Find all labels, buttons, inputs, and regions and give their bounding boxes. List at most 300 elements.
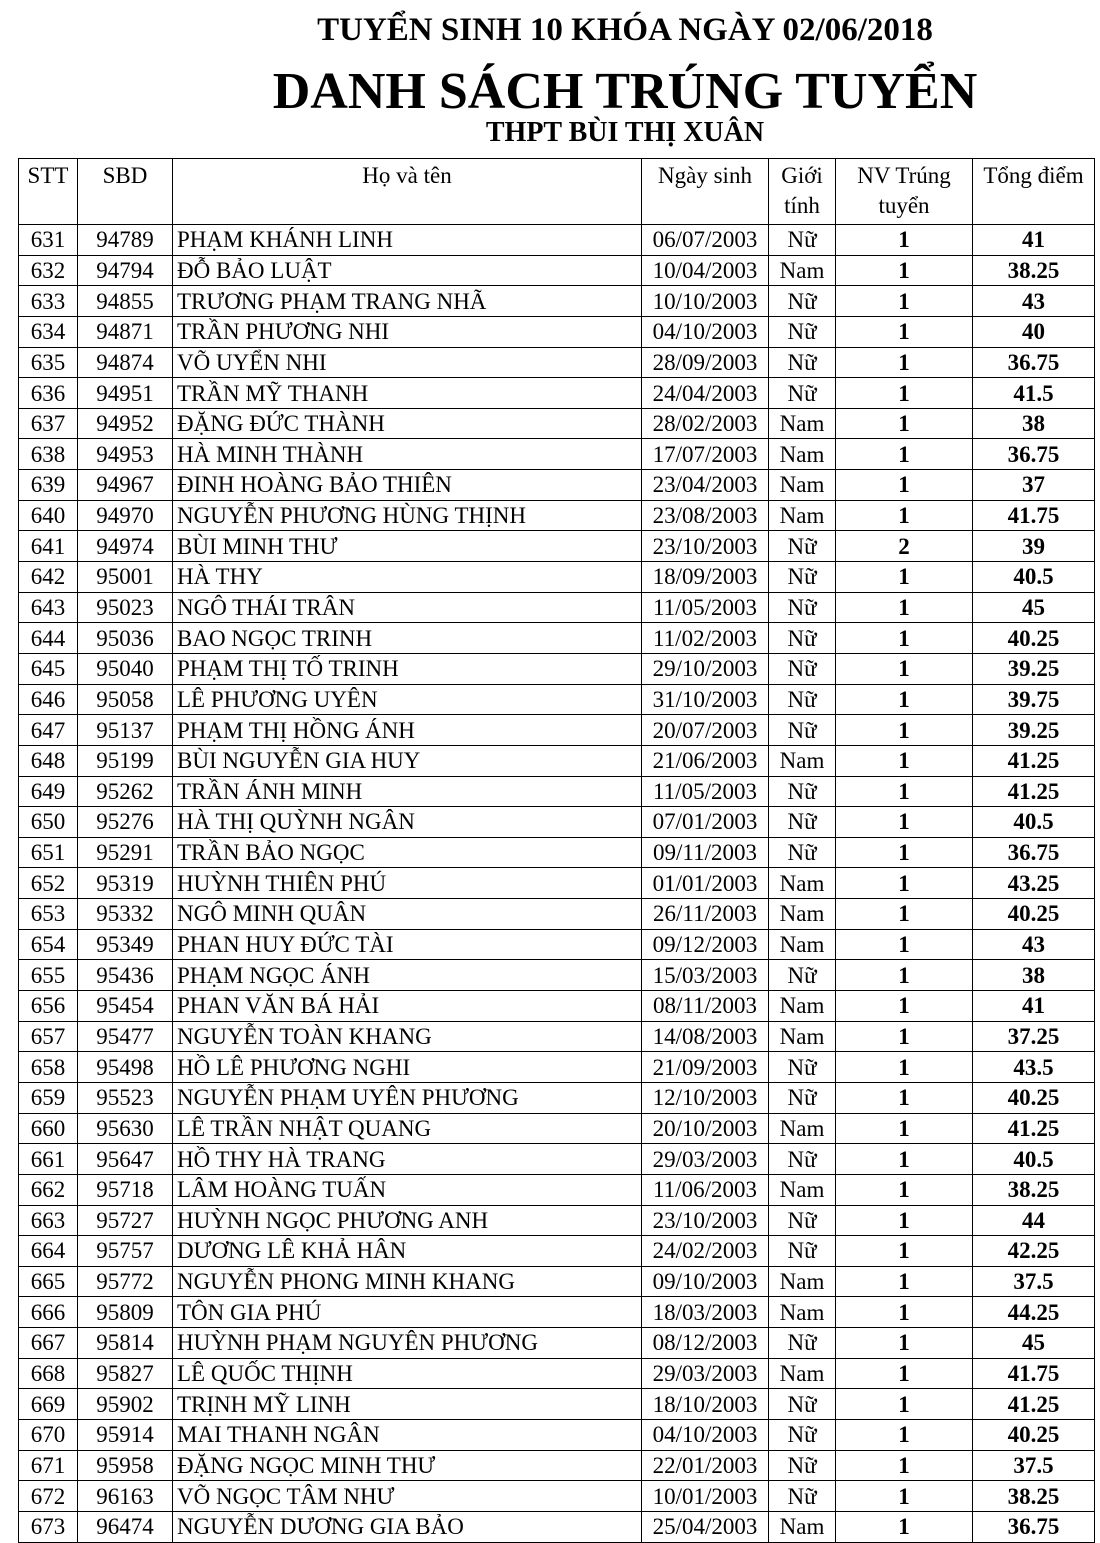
cell-dob: 24/02/2003 — [642, 1236, 769, 1267]
cell-score: 38 — [973, 408, 1095, 439]
cell-choice: 1 — [836, 991, 973, 1022]
cell-gender: Nữ — [769, 347, 836, 378]
column-header-score: Tổng điểm — [973, 159, 1095, 225]
cell-dob: 04/10/2003 — [642, 1419, 769, 1450]
cell-dob: 11/05/2003 — [642, 592, 769, 623]
cell-gender: Nữ — [769, 1144, 836, 1175]
table-row — [19, 899, 1095, 930]
cell-choice: 1 — [836, 960, 973, 991]
cell-choice: 1 — [836, 1511, 973, 1542]
cell-gender: Nữ — [769, 1419, 836, 1450]
cell-dob: 04/10/2003 — [642, 316, 769, 347]
table-row — [19, 1358, 1095, 1389]
cell-choice: 1 — [836, 378, 973, 409]
cell-choice: 1 — [836, 1236, 973, 1267]
cell-sbd: 95058 — [78, 684, 173, 715]
cell-name: HỒ THY HÀ TRANG — [173, 1144, 642, 1175]
cell-choice: 1 — [836, 653, 973, 684]
cell-sbd: 95023 — [78, 592, 173, 623]
cell-score: 40.25 — [973, 899, 1095, 930]
cell-sbd: 95137 — [78, 715, 173, 746]
cell-stt: 649 — [19, 776, 78, 807]
cell-stt: 672 — [19, 1481, 78, 1512]
cell-name: LÊ TRẦN NHẬT QUANG — [173, 1113, 642, 1144]
table-row — [19, 316, 1095, 347]
cell-sbd: 95772 — [78, 1266, 173, 1297]
cell-dob: 11/02/2003 — [642, 623, 769, 654]
cell-stt: 660 — [19, 1113, 78, 1144]
table-row — [19, 1389, 1095, 1420]
cell-score: 37.25 — [973, 1021, 1095, 1052]
cell-dob: 26/11/2003 — [642, 899, 769, 930]
school-name: THPT BÙI THỊ XUÂN — [485, 117, 765, 148]
cell-name: HUỲNH THIÊN PHÚ — [173, 868, 642, 899]
cell-gender: Nữ — [769, 316, 836, 347]
cell-dob: 29/03/2003 — [642, 1358, 769, 1389]
cell-choice: 1 — [836, 715, 973, 746]
cell-score: 38.25 — [973, 1481, 1095, 1512]
table-row — [19, 347, 1095, 378]
cell-stt: 635 — [19, 347, 78, 378]
cell-dob: 17/07/2003 — [642, 439, 769, 470]
cell-sbd: 94794 — [78, 255, 173, 286]
cell-gender: Nam — [769, 1297, 836, 1328]
cell-sbd: 94874 — [78, 347, 173, 378]
table-row — [19, 623, 1095, 654]
list-title: DANH SÁCH TRÚNG TUYỂN — [272, 63, 978, 120]
cell-sbd: 95319 — [78, 868, 173, 899]
cell-name: LÂM HOÀNG TUẤN — [173, 1174, 642, 1205]
cell-name: NGÔ THÁI TRÂN — [173, 592, 642, 623]
cell-sbd: 94967 — [78, 470, 173, 501]
cell-stt: 658 — [19, 1052, 78, 1083]
table-row — [19, 225, 1095, 256]
cell-choice: 1 — [836, 500, 973, 531]
cell-choice: 1 — [836, 1144, 973, 1175]
cell-sbd: 95718 — [78, 1174, 173, 1205]
cell-gender: Nam — [769, 500, 836, 531]
cell-gender: Nam — [769, 899, 836, 930]
table-row — [19, 745, 1095, 776]
cell-name: NGUYỄN PHẠM UYÊN PHƯƠNG — [173, 1082, 642, 1113]
cell-gender: Nữ — [769, 1052, 836, 1083]
cell-score: 36.75 — [973, 837, 1095, 868]
column-header-stt: STT — [19, 159, 78, 225]
cell-name: VÕ UYỂN NHI — [173, 347, 642, 378]
cell-stt: 657 — [19, 1021, 78, 1052]
admission-table — [18, 158, 1095, 1543]
cell-score: 41.25 — [973, 1113, 1095, 1144]
table-row — [19, 1113, 1095, 1144]
cell-gender: Nam — [769, 408, 836, 439]
table-row — [19, 592, 1095, 623]
cell-stt: 669 — [19, 1389, 78, 1420]
cell-gender: Nữ — [769, 837, 836, 868]
cell-sbd: 95036 — [78, 623, 173, 654]
cell-choice: 1 — [836, 899, 973, 930]
cell-dob: 28/09/2003 — [642, 347, 769, 378]
cell-sbd: 95958 — [78, 1450, 173, 1481]
cell-stt: 661 — [19, 1144, 78, 1175]
cell-stt: 643 — [19, 592, 78, 623]
cell-choice: 1 — [836, 562, 973, 593]
cell-dob: 18/09/2003 — [642, 562, 769, 593]
cell-sbd: 95291 — [78, 837, 173, 868]
cell-stt: 671 — [19, 1450, 78, 1481]
cell-name: NGUYỄN PHONG MINH KHANG — [173, 1266, 642, 1297]
cell-stt: 665 — [19, 1266, 78, 1297]
cell-name: HÀ THY — [173, 562, 642, 593]
cell-sbd: 95647 — [78, 1144, 173, 1175]
cell-score: 39 — [973, 531, 1095, 562]
cell-dob: 12/10/2003 — [642, 1082, 769, 1113]
table-row — [19, 1266, 1095, 1297]
cell-score: 43 — [973, 929, 1095, 960]
cell-score: 43.25 — [973, 868, 1095, 899]
cell-name: HUỲNH PHẠM NGUYÊN PHƯƠNG — [173, 1328, 642, 1359]
cell-sbd: 95902 — [78, 1389, 173, 1420]
cell-gender: Nữ — [769, 1205, 836, 1236]
cell-choice: 1 — [836, 347, 973, 378]
table-row — [19, 960, 1095, 991]
cell-name: TRỊNH MỸ LINH — [173, 1389, 642, 1420]
cell-name: MAI THANH NGÂN — [173, 1419, 642, 1450]
cell-choice: 1 — [836, 929, 973, 960]
cell-name: PHẠM THỊ HỒNG ÁNH — [173, 715, 642, 746]
cell-score: 43.5 — [973, 1052, 1095, 1083]
cell-score: 41 — [973, 225, 1095, 256]
cell-choice: 1 — [836, 408, 973, 439]
cell-dob: 18/10/2003 — [642, 1389, 769, 1420]
table-row — [19, 1021, 1095, 1052]
cell-sbd: 94855 — [78, 286, 173, 317]
cell-score: 41.75 — [973, 1358, 1095, 1389]
table-row — [19, 1297, 1095, 1328]
cell-stt: 651 — [19, 837, 78, 868]
cell-choice: 1 — [836, 1082, 973, 1113]
table-row — [19, 868, 1095, 899]
cell-name: BAO NGỌC TRINH — [173, 623, 642, 654]
cell-choice: 1 — [836, 1052, 973, 1083]
cell-stt: 638 — [19, 439, 78, 470]
cell-score: 39.75 — [973, 684, 1095, 715]
cell-score: 44.25 — [973, 1297, 1095, 1328]
cell-choice: 1 — [836, 1174, 973, 1205]
cell-dob: 08/11/2003 — [642, 991, 769, 1022]
cell-sbd: 95332 — [78, 899, 173, 930]
cell-gender: Nam — [769, 1113, 836, 1144]
cell-sbd: 95630 — [78, 1113, 173, 1144]
cell-dob: 28/02/2003 — [642, 408, 769, 439]
cell-score: 40.25 — [973, 1419, 1095, 1450]
cell-dob: 29/10/2003 — [642, 653, 769, 684]
cell-name: NGÔ MINH QUÂN — [173, 899, 642, 930]
cell-sbd: 95436 — [78, 960, 173, 991]
table-row — [19, 470, 1095, 501]
cell-name: PHẠM NGỌC ÁNH — [173, 960, 642, 991]
cell-gender: Nữ — [769, 623, 836, 654]
cell-name: TÔN GIA PHÚ — [173, 1297, 642, 1328]
cell-stt: 645 — [19, 653, 78, 684]
cell-sbd: 94951 — [78, 378, 173, 409]
cell-dob: 29/03/2003 — [642, 1144, 769, 1175]
cell-choice: 1 — [836, 684, 973, 715]
cell-sbd: 95757 — [78, 1236, 173, 1267]
cell-choice: 1 — [836, 255, 973, 286]
cell-gender: Nữ — [769, 1082, 836, 1113]
cell-choice: 1 — [836, 1419, 973, 1450]
cell-name: BÙI MINH THƯ — [173, 531, 642, 562]
cell-choice: 1 — [836, 1328, 973, 1359]
cell-gender: Nữ — [769, 776, 836, 807]
cell-choice: 1 — [836, 1297, 973, 1328]
cell-name: PHAN HUY ĐỨC TÀI — [173, 929, 642, 960]
cell-score: 41.75 — [973, 500, 1095, 531]
cell-stt: 648 — [19, 745, 78, 776]
column-header-choice: NV Trúng tuyển — [836, 159, 973, 225]
cell-dob: 08/12/2003 — [642, 1328, 769, 1359]
cell-choice: 1 — [836, 439, 973, 470]
cell-dob: 25/04/2003 — [642, 1511, 769, 1542]
cell-stt: 632 — [19, 255, 78, 286]
cell-dob: 06/07/2003 — [642, 225, 769, 256]
table-row — [19, 1052, 1095, 1083]
cell-name: HÀ THỊ QUỲNH NGÂN — [173, 807, 642, 838]
cell-choice: 1 — [836, 225, 973, 256]
cell-dob: 10/10/2003 — [642, 286, 769, 317]
cell-stt: 655 — [19, 960, 78, 991]
cell-gender: Nữ — [769, 1236, 836, 1267]
cell-sbd: 95809 — [78, 1297, 173, 1328]
cell-gender: Nam — [769, 868, 836, 899]
cell-score: 40 — [973, 316, 1095, 347]
cell-gender: Nữ — [769, 960, 836, 991]
cell-score: 45 — [973, 1328, 1095, 1359]
cell-score: 41.5 — [973, 378, 1095, 409]
cell-sbd: 96474 — [78, 1511, 173, 1542]
cell-gender: Nữ — [769, 286, 836, 317]
cell-gender: Nam — [769, 470, 836, 501]
cell-dob: 09/11/2003 — [642, 837, 769, 868]
cell-score: 44 — [973, 1205, 1095, 1236]
cell-dob: 11/06/2003 — [642, 1174, 769, 1205]
table-row — [19, 408, 1095, 439]
cell-gender: Nam — [769, 1358, 836, 1389]
cell-gender: Nam — [769, 991, 836, 1022]
cell-dob: 20/07/2003 — [642, 715, 769, 746]
cell-dob: 11/05/2003 — [642, 776, 769, 807]
cell-gender: Nam — [769, 929, 836, 960]
cell-dob: 23/04/2003 — [642, 470, 769, 501]
cell-gender: Nam — [769, 1266, 836, 1297]
cell-sbd: 95040 — [78, 653, 173, 684]
cell-dob: 10/04/2003 — [642, 255, 769, 286]
cell-stt: 631 — [19, 225, 78, 256]
table-row — [19, 531, 1095, 562]
cell-stt: 656 — [19, 991, 78, 1022]
table-row — [19, 1328, 1095, 1359]
cell-score: 42.25 — [973, 1236, 1095, 1267]
cell-gender: Nữ — [769, 1481, 836, 1512]
cell-stt: 667 — [19, 1328, 78, 1359]
exam-title: TUYỂN SINH 10 KHÓA NGÀY 02/06/2018 — [317, 12, 933, 48]
cell-dob: 09/12/2003 — [642, 929, 769, 960]
cell-name: TRẦN BẢO NGỌC — [173, 837, 642, 868]
cell-sbd: 95454 — [78, 991, 173, 1022]
cell-gender: Nữ — [769, 531, 836, 562]
cell-score: 37.5 — [973, 1450, 1095, 1481]
table-row — [19, 929, 1095, 960]
cell-dob: 14/08/2003 — [642, 1021, 769, 1052]
cell-choice: 1 — [836, 1021, 973, 1052]
cell-stt: 670 — [19, 1419, 78, 1450]
cell-score: 38.25 — [973, 1174, 1095, 1205]
cell-sbd: 94974 — [78, 531, 173, 562]
cell-sbd: 94789 — [78, 225, 173, 256]
table-row — [19, 255, 1095, 286]
cell-stt: 647 — [19, 715, 78, 746]
cell-stt: 668 — [19, 1358, 78, 1389]
cell-name: NGUYỄN PHƯƠNG HÙNG THỊNH — [173, 500, 642, 531]
cell-name: PHẠM THỊ TỐ TRINH — [173, 653, 642, 684]
cell-sbd: 95262 — [78, 776, 173, 807]
cell-dob: 23/10/2003 — [642, 531, 769, 562]
cell-dob: 23/08/2003 — [642, 500, 769, 531]
cell-score: 37 — [973, 470, 1095, 501]
table-row — [19, 991, 1095, 1022]
cell-sbd: 95814 — [78, 1328, 173, 1359]
cell-score: 39.25 — [973, 715, 1095, 746]
cell-sbd: 94970 — [78, 500, 173, 531]
column-header-name: Họ và tên — [173, 159, 642, 225]
cell-sbd: 95914 — [78, 1419, 173, 1450]
cell-choice: 1 — [836, 776, 973, 807]
cell-score: 36.75 — [973, 439, 1095, 470]
cell-name: ĐẶNG NGỌC MINH THƯ — [173, 1450, 642, 1481]
cell-sbd: 95276 — [78, 807, 173, 838]
cell-gender: Nam — [769, 745, 836, 776]
table-row — [19, 500, 1095, 531]
cell-stt: 654 — [19, 929, 78, 960]
cell-stt: 639 — [19, 470, 78, 501]
cell-sbd: 96163 — [78, 1481, 173, 1512]
table-row — [19, 776, 1095, 807]
cell-stt: 642 — [19, 562, 78, 593]
cell-gender: Nữ — [769, 1389, 836, 1420]
cell-stt: 646 — [19, 684, 78, 715]
cell-sbd: 95827 — [78, 1358, 173, 1389]
cell-name: NGUYỄN DƯƠNG GIA BẢO — [173, 1511, 642, 1542]
cell-choice: 1 — [836, 1266, 973, 1297]
cell-choice: 1 — [836, 592, 973, 623]
cell-gender: Nam — [769, 439, 836, 470]
cell-sbd: 95199 — [78, 745, 173, 776]
cell-name: TRƯƠNG PHẠM TRANG NHÃ — [173, 286, 642, 317]
table-row — [19, 684, 1095, 715]
cell-gender: Nữ — [769, 684, 836, 715]
table-row — [19, 562, 1095, 593]
cell-score: 40.25 — [973, 623, 1095, 654]
cell-gender: Nữ — [769, 562, 836, 593]
table-row — [19, 1419, 1095, 1450]
cell-stt: 650 — [19, 807, 78, 838]
cell-dob: 23/10/2003 — [642, 1205, 769, 1236]
cell-dob: 21/09/2003 — [642, 1052, 769, 1083]
cell-stt: 644 — [19, 623, 78, 654]
cell-stt: 653 — [19, 899, 78, 930]
cell-score: 40.5 — [973, 1144, 1095, 1175]
cell-name: PHAN VĂN BÁ HẢI — [173, 991, 642, 1022]
column-header-dob: Ngày sinh — [642, 159, 769, 225]
table-row — [19, 1511, 1095, 1542]
cell-choice: 1 — [836, 316, 973, 347]
cell-dob: 24/04/2003 — [642, 378, 769, 409]
cell-choice: 1 — [836, 837, 973, 868]
cell-name: DƯƠNG LÊ KHẢ HÂN — [173, 1236, 642, 1267]
cell-name: LÊ QUỐC THỊNH — [173, 1358, 642, 1389]
cell-dob: 22/01/2003 — [642, 1450, 769, 1481]
cell-dob: 18/03/2003 — [642, 1297, 769, 1328]
cell-score: 41 — [973, 991, 1095, 1022]
cell-name: ĐINH HOÀNG BẢO THIÊN — [173, 470, 642, 501]
cell-dob: 21/06/2003 — [642, 745, 769, 776]
cell-gender: Nữ — [769, 715, 836, 746]
column-header-gender: Giới tính — [769, 159, 836, 225]
cell-stt: 633 — [19, 286, 78, 317]
cell-score: 39.25 — [973, 653, 1095, 684]
cell-dob: 10/01/2003 — [642, 1481, 769, 1512]
cell-score: 43 — [973, 286, 1095, 317]
cell-name: PHẠM KHÁNH LINH — [173, 225, 642, 256]
cell-name: ĐỖ BẢO LUẬT — [173, 255, 642, 286]
cell-gender: Nam — [769, 255, 836, 286]
cell-dob: 09/10/2003 — [642, 1266, 769, 1297]
cell-sbd: 95001 — [78, 562, 173, 593]
table-row — [19, 1174, 1095, 1205]
cell-score: 36.75 — [973, 347, 1095, 378]
cell-choice: 1 — [836, 1205, 973, 1236]
cell-gender: Nữ — [769, 1450, 836, 1481]
cell-sbd: 95523 — [78, 1082, 173, 1113]
table-body — [19, 225, 1095, 1543]
cell-sbd: 94952 — [78, 408, 173, 439]
cell-dob: 01/01/2003 — [642, 868, 769, 899]
cell-score: 40.25 — [973, 1082, 1095, 1113]
table-row — [19, 1236, 1095, 1267]
cell-name: HỒ LÊ PHƯƠNG NGHI — [173, 1052, 642, 1083]
cell-sbd: 95477 — [78, 1021, 173, 1052]
cell-dob: 31/10/2003 — [642, 684, 769, 715]
cell-name: TRẦN PHƯƠNG NHI — [173, 316, 642, 347]
cell-gender: Nữ — [769, 807, 836, 838]
cell-stt: 663 — [19, 1205, 78, 1236]
cell-score: 36.75 — [973, 1511, 1095, 1542]
table-row — [19, 1082, 1095, 1113]
cell-gender: Nữ — [769, 592, 836, 623]
cell-stt: 637 — [19, 408, 78, 439]
cell-sbd: 94953 — [78, 439, 173, 470]
cell-name: VÕ NGỌC TÂM NHƯ — [173, 1481, 642, 1512]
cell-choice: 1 — [836, 807, 973, 838]
table-row — [19, 1205, 1095, 1236]
cell-score: 38.25 — [973, 255, 1095, 286]
cell-sbd: 95498 — [78, 1052, 173, 1083]
cell-name: BÙI NGUYỄN GIA HUY — [173, 745, 642, 776]
cell-name: ĐẶNG ĐỨC THÀNH — [173, 408, 642, 439]
cell-score: 40.5 — [973, 807, 1095, 838]
cell-name: LÊ PHƯƠNG UYÊN — [173, 684, 642, 715]
cell-gender: Nữ — [769, 378, 836, 409]
